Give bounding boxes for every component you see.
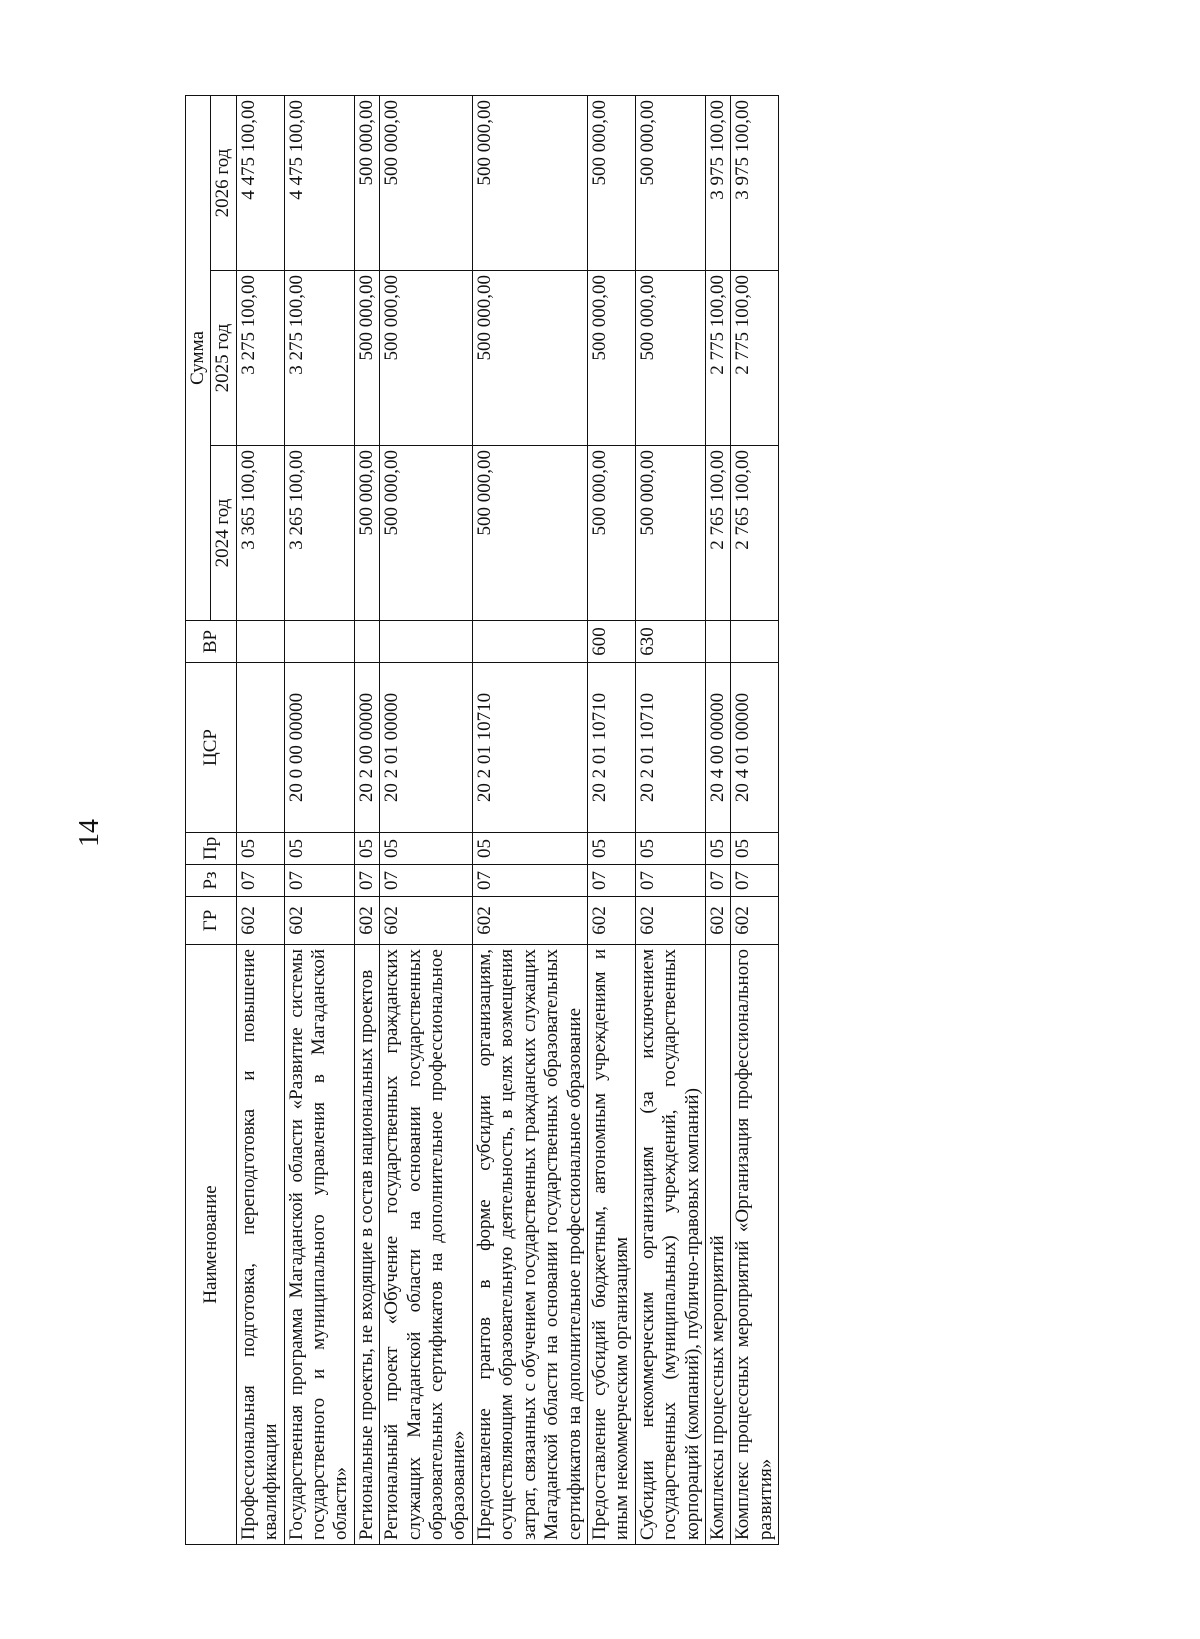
cell-name: Региональный проект «Обучение государственных гражданских служащих Магаданской области на основании государственных образовательных сертификатов на дополнительное профессиональное образование» [380, 945, 473, 1545]
table-header [186, 96, 237, 1545]
cell-rz: 07 [236, 865, 284, 897]
cell-vr: 600 [587, 621, 635, 663]
cell-name: Региональные проекты, не входящие в состав национальных проектов [354, 945, 379, 1545]
cell-rz: 07 [731, 865, 779, 897]
cell-pr: 05 [705, 833, 730, 865]
cell-vr [354, 621, 379, 663]
cell-vr [284, 621, 354, 663]
cell-2025: 500 000,00 [354, 271, 379, 446]
cell-vr [705, 621, 730, 663]
cell-vr [731, 621, 779, 663]
cell-csr: 20 2 00 00000 [354, 663, 379, 833]
cell-2024: 500 000,00 [354, 446, 379, 621]
cell-rz: 07 [587, 865, 635, 897]
table-row [731, 96, 779, 1545]
table-row [354, 96, 379, 1545]
cell-2025: 3 275 100,00 [236, 271, 284, 446]
cell-name: Комплексы процессных мероприятий [705, 945, 730, 1545]
cell-2025: 2 775 100,00 [705, 271, 730, 446]
cell-csr: 20 2 01 10710 [635, 663, 705, 833]
cell-vr [236, 621, 284, 663]
cell-2025: 2 775 100,00 [731, 271, 779, 446]
table-body [236, 96, 778, 1545]
cell-2025: 500 000,00 [472, 271, 587, 446]
rotated-table-container [185, 95, 1015, 1545]
cell-rz: 07 [472, 865, 587, 897]
table-row [380, 96, 473, 1545]
cell-gr: 602 [380, 897, 473, 945]
cell-gr: 602 [284, 897, 354, 945]
cell-2025: 3 275 100,00 [284, 271, 354, 446]
cell-2025: 500 000,00 [635, 271, 705, 446]
cell-csr: 20 2 01 10710 [587, 663, 635, 833]
header-pr: Пр [186, 833, 237, 865]
cell-gr: 602 [731, 897, 779, 945]
cell-2024: 500 000,00 [472, 446, 587, 621]
cell-vr [380, 621, 473, 663]
header-sum: Сумма [186, 96, 211, 621]
cell-2024: 500 000,00 [380, 446, 473, 621]
table-row [236, 96, 284, 1545]
cell-2024: 2 765 100,00 [731, 446, 779, 621]
cell-gr: 602 [705, 897, 730, 945]
cell-pr: 05 [472, 833, 587, 865]
cell-2026: 3 975 100,00 [705, 96, 730, 271]
cell-pr: 05 [731, 833, 779, 865]
table-row [284, 96, 354, 1545]
cell-csr: 20 4 00 00000 [705, 663, 730, 833]
cell-pr: 05 [380, 833, 473, 865]
cell-name: Комплекс процессных мероприятий «Организация профессионального развития» [731, 945, 779, 1545]
cell-vr: 630 [635, 621, 705, 663]
cell-vr [472, 621, 587, 663]
cell-rz: 07 [635, 865, 705, 897]
cell-2024: 3 265 100,00 [284, 446, 354, 621]
cell-2024: 3 365 100,00 [236, 446, 284, 621]
header-name: Наименование [186, 945, 237, 1545]
cell-csr [236, 663, 284, 833]
cell-name: Предоставление субсидий бюджетным, автономным учреждениям и иным некоммерческим организациям [587, 945, 635, 1545]
cell-csr: 20 2 01 00000 [380, 663, 473, 833]
cell-pr: 05 [354, 833, 379, 865]
header-rz: Рз [186, 865, 237, 897]
cell-name: Субсидии некоммерческим организациям (за исключением государственных (муниципальных) учреждений, государственных корпораций (компаний), публично-правовых компаний) [635, 945, 705, 1545]
cell-rz: 07 [380, 865, 473, 897]
cell-2026: 4 475 100,00 [236, 96, 284, 271]
cell-2025: 500 000,00 [380, 271, 473, 446]
cell-2026: 3 975 100,00 [731, 96, 779, 271]
cell-2026: 500 000,00 [380, 96, 473, 271]
cell-name: Предоставление грантов в форме субсидии организациям, осуществляющим образовательную деятельность, в целях возмещения затрат, связанных с обучением государственных гражданских служащих Магаданской области на основании государственных образовательных сертификатов на дополнительное профессиональное образование [472, 945, 587, 1545]
cell-2026: 500 000,00 [472, 96, 587, 271]
cell-gr: 602 [236, 897, 284, 945]
cell-pr: 05 [284, 833, 354, 865]
cell-pr: 05 [587, 833, 635, 865]
header-year-2026: 2026 год [211, 96, 236, 271]
cell-gr: 602 [587, 897, 635, 945]
cell-2024: 500 000,00 [587, 446, 635, 621]
header-gr: ГР [186, 897, 237, 945]
cell-2026: 500 000,00 [354, 96, 379, 271]
table-row [705, 96, 730, 1545]
page-number: 14 [74, 819, 105, 847]
cell-2024: 2 765 100,00 [705, 446, 730, 621]
cell-csr: 20 2 01 10710 [472, 663, 587, 833]
table-row [635, 96, 705, 1545]
cell-name: Профессиональная подготовка, переподготовка и повышение квалификации [236, 945, 284, 1545]
cell-csr: 20 0 00 00000 [284, 663, 354, 833]
cell-rz: 07 [354, 865, 379, 897]
cell-2026: 4 475 100,00 [284, 96, 354, 271]
header-year-2025: 2025 год [211, 271, 236, 446]
budget-table [185, 95, 779, 1545]
cell-csr: 20 4 01 00000 [731, 663, 779, 833]
cell-gr: 602 [635, 897, 705, 945]
header-csr: ЦСР [186, 663, 237, 833]
header-vr: ВР [186, 621, 237, 663]
cell-2026: 500 000,00 [587, 96, 635, 271]
cell-pr: 05 [236, 833, 284, 865]
cell-pr: 05 [635, 833, 705, 865]
cell-gr: 602 [354, 897, 379, 945]
cell-2025: 500 000,00 [587, 271, 635, 446]
cell-2024: 500 000,00 [635, 446, 705, 621]
cell-gr: 602 [472, 897, 587, 945]
cell-name: Государственная программа Магаданской области «Развитие системы государственного и муниципального управления в Магаданской области» [284, 945, 354, 1545]
cell-2026: 500 000,00 [635, 96, 705, 271]
cell-rz: 07 [705, 865, 730, 897]
header-year-2024: 2024 год [211, 446, 236, 621]
table-row [472, 96, 587, 1545]
table-row [587, 96, 635, 1545]
cell-rz: 07 [284, 865, 354, 897]
